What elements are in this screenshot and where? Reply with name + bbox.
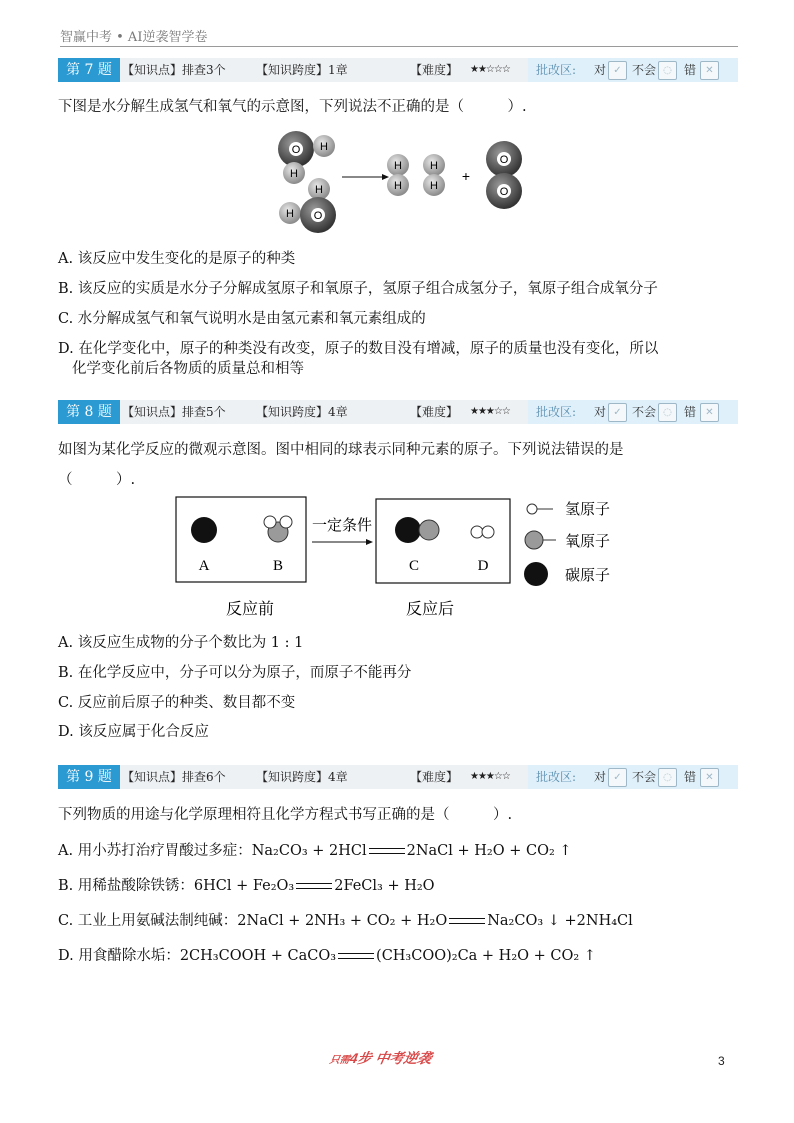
hydrogen-molecule-1 [387,154,409,196]
difficulty-label: 【难度】 [410,63,459,77]
difficulty-stars: ★★★☆☆ [470,771,510,782]
hydrogen-atom-d1 [471,526,483,538]
equals-sign [369,848,405,854]
option-d-line-2: 化学变化前后各物质的质量总和相等 [72,361,304,377]
question-9-stem: 下列物质的用途与化学原理相符且化学方程式书写正确的是（ ）. [58,807,513,823]
circle-icon: ◌ [663,407,672,418]
question-8-stem: 如图为某化学反应的微观示意图。图中相同的球表示同种元素的原子。下列说法错误的是 [58,442,624,458]
svg-text:H: H [430,180,438,192]
option-d-line-1: D. 在化学变化中，原子的种类没有改变，原子的数目没有增减，原子的质量也没有变化，所以 [58,341,659,357]
grade-correct-box[interactable] [608,61,627,80]
reaction-arrow-head [366,539,373,545]
grade-correct-box[interactable] [608,768,627,787]
equals-sign [296,883,332,889]
carbon-atom-a [191,517,217,543]
grade-wrong-label: 错 [684,405,697,419]
equals-sign [338,953,374,959]
grade-correct-box[interactable] [608,403,627,422]
question-8-option-b[interactable]: B. 在化学反应中，分子可以分为原子，而原子不能再分 [58,665,412,681]
option-a-products: 2NaCl + H₂O + CO₂ ↑ [406,843,572,859]
grade-unknown-box[interactable] [658,768,677,787]
reaction-micro-diagram [170,492,630,622]
option-a-text: A. 用小苏打治疗胃酸过多症： [58,843,252,859]
grading-area [528,400,738,424]
label-a: A [198,558,210,574]
circle-icon: ◌ [663,772,672,783]
footer-logo-small: 只需 [328,1055,351,1066]
equals-sign [449,918,485,924]
grading-label: 批改区: [536,770,577,784]
difficulty-label: 【难度】 [410,770,459,784]
label-c: C [408,558,420,574]
grade-correct-label: 对 [594,770,607,784]
question-8-option-d[interactable]: D. 该反应属于化合反应 [58,724,209,740]
question-7-number: 第 7 题 [58,58,120,82]
question-7-option-c[interactable]: C. 水分解成氢气和氧气说明水是由氢元素和氧元素组成的 [58,311,426,327]
legend-oxygen-label: 氧原子 [565,532,611,550]
knowledge-points: 【知识点】排查3个 [122,63,226,77]
knowledge-points: 【知识点】排查6个 [122,770,226,784]
option-c-products: Na₂CO₃ ↓ +2NH₄Cl [487,913,633,929]
reaction-arrow [342,174,389,180]
knowledge-span: 【知识跨度】4章 [256,405,348,419]
cross-icon: ✕ [705,772,714,783]
grading-area [528,58,738,82]
option-b-reactants: 6HCl + Fe₂O₃ [193,878,295,894]
difficulty-stars: ★★★☆☆ [470,406,510,417]
option-d-reactants: 2CH₃COOH + CaCO₃ [179,948,337,964]
header-divider [60,46,738,47]
option-c-text: C. 工业上用氨碱法制纯碱： [58,913,238,929]
question-7-stem: 下图是水分解生成氢气和氧气的示意图，下列说法不正确的是（ ）. [58,99,527,115]
question-9-option-d[interactable] [58,946,596,966]
legend-carbon-marker [524,562,548,586]
svg-text:H: H [286,208,294,220]
label-d: D [477,558,489,574]
question-9-number: 第 9 题 [58,765,120,789]
legend-hydrogen-label: 氢原子 [565,500,611,518]
water-molecule-top [278,131,335,184]
question-8-option-a[interactable]: A. 该反应生成物的分子个数比为 1 : 1 [58,635,304,651]
svg-text:O: O [313,210,323,222]
option-a-reactants: Na₂CO₃ + 2HCl [251,843,367,859]
hydrogen-atom-b2 [280,516,292,528]
svg-text:H: H [394,180,402,192]
svg-text:H: H [290,168,298,180]
hydrogen-atom-b1 [264,516,276,528]
svg-text:O: O [499,186,509,198]
hydrogen-atom-d2 [482,526,494,538]
grade-wrong-box[interactable] [700,768,719,787]
question-8-header [58,400,738,424]
svg-text:O: O [291,144,301,156]
grade-unknown-box[interactable] [658,403,677,422]
grade-unknown-label: 不会 [632,405,657,419]
page-number: 3 [718,1054,725,1068]
water-molecule-bottom [279,178,336,233]
knowledge-span: 【知识跨度】1章 [256,63,348,77]
oxygen-molecule [486,141,522,209]
question-9-header [58,765,738,789]
grade-wrong-label: 错 [684,63,697,77]
question-8-meta [120,400,738,424]
grade-wrong-label: 错 [684,770,697,784]
circle-icon: ◌ [663,65,672,76]
svg-text:H: H [320,141,328,153]
question-8-option-c[interactable]: C. 反应前后原子的种类、数目都不变 [58,695,296,711]
option-c-reactants: 2NaCl + 2NH₃ + CO₂ + H₂O [237,913,448,929]
plus-sign: + [461,168,471,184]
label-b: B [272,558,284,574]
legend-carbon-label: 碳原子 [565,566,611,584]
question-7-option-d[interactable] [58,339,658,379]
condition-label: 一定条件 [311,516,373,534]
grading-label: 批改区: [536,405,577,419]
question-9-option-b[interactable] [58,876,435,896]
grade-unknown-box[interactable] [658,61,677,80]
difficulty-label: 【难度】 [410,405,459,419]
grade-unknown-label: 不会 [632,63,657,77]
page-header-title: 智赢中考 • AI逆袭智学卷 [60,30,208,45]
oxygen-atom-c [419,520,439,540]
svg-text:O: O [499,154,509,166]
grade-wrong-box[interactable] [700,403,719,422]
option-d-text: D. 用食醋除水垢： [58,948,180,964]
question-7-option-b[interactable]: B. 该反应的实质是水分子分解成氢原子和氧原子，氢原子组合成氢分子，氧原子组合成氧分子 [58,281,658,297]
hydrogen-molecule-2 [423,154,445,196]
legend-hydrogen-marker [527,504,537,514]
before-label: 反应前 [225,599,275,618]
grading-label: 批改区: [536,63,577,77]
grading-area [528,765,738,789]
check-icon: ✓ [613,407,622,418]
after-box [376,499,510,583]
cross-icon: ✕ [705,65,714,76]
knowledge-points: 【知识点】排查5个 [122,405,226,419]
grade-unknown-label: 不会 [632,770,657,784]
footer-logo [328,1048,433,1068]
question-7-meta [120,58,738,82]
water-decomposition-diagram [270,128,540,236]
question-7-header [58,58,738,82]
question-8-stem-blank: （ ）. [58,472,136,488]
grade-wrong-box[interactable] [700,61,719,80]
svg-text:H: H [315,184,323,196]
svg-text:H: H [394,160,402,172]
question-8-number: 第 8 题 [58,400,120,424]
check-icon: ✓ [613,65,622,76]
question-9-meta [120,765,738,789]
knowledge-span: 【知识跨度】4章 [256,770,348,784]
grade-correct-label: 对 [594,63,607,77]
difficulty-stars: ★★☆☆☆ [470,64,510,75]
carbon-atom-c [395,517,421,543]
cross-icon: ✕ [705,407,714,418]
check-icon: ✓ [613,772,622,783]
question-7-option-a[interactable]: A. 该反应中发生变化的是原子的种类 [58,251,296,267]
footer-logo-main: 4步 中考逆袭 [348,1050,434,1066]
after-label: 反应后 [405,599,455,618]
option-b-text: B. 用稀盐酸除铁锈： [58,878,194,894]
question-9-option-a[interactable] [58,841,572,861]
option-b-products: 2FeCl₃ + H₂O [334,878,435,894]
question-9-option-c[interactable] [58,911,633,931]
svg-text:H: H [430,160,438,172]
legend-oxygen-marker [525,531,543,549]
option-d-products: (CH₃COO)₂Ca + H₂O + CO₂ ↑ [376,948,596,964]
grade-correct-label: 对 [594,405,607,419]
